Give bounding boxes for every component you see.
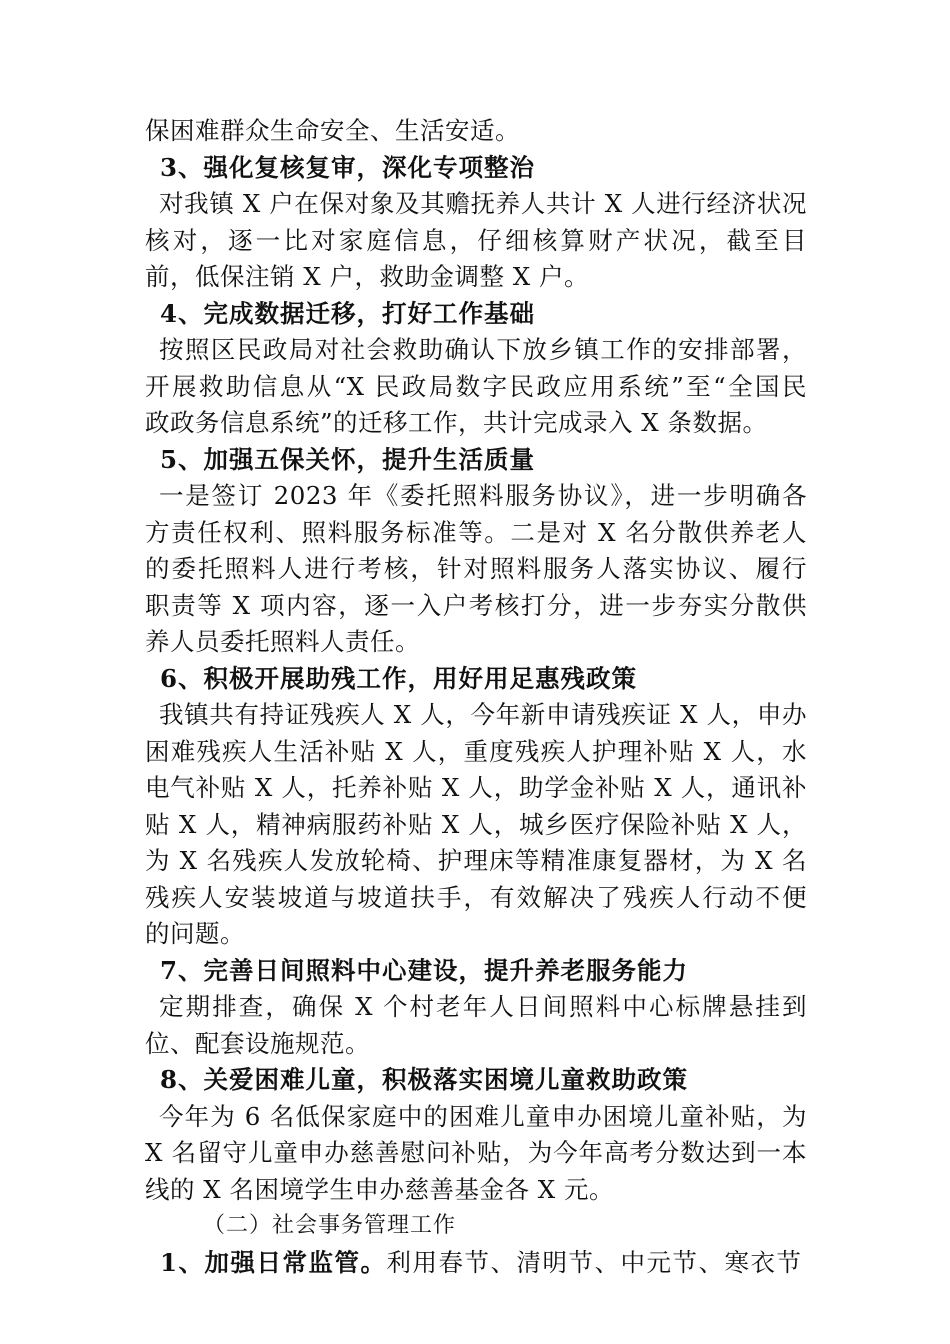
paragraph-line: 按照区民政局对社会救助确认下放乡镇工作的安排部署， xyxy=(159,335,807,364)
paragraph-line: 贴 X 人，精神病服药补贴 X 人，城乡医疗保险补贴 X 人， xyxy=(145,809,807,839)
section-heading-7: 7、完善日间照料中心建设，提升养老服务能力 xyxy=(160,955,689,985)
paragraph-line: 电气补贴 X 人，托养补贴 X 人，助学金补贴 X 人，通讯补 xyxy=(145,773,807,802)
paragraph-line: 前，低保注销 X 户，救助金调整 X 户。 xyxy=(145,262,590,291)
paragraph-line: 核对，逐一比对家庭信息，仔细核算财产状况，截至目 xyxy=(145,225,807,255)
paragraph-line: 困难残疾人生活补贴 X 人，重度残疾人护理补贴 X 人，水 xyxy=(145,736,807,766)
paragraph-line: 线的 X 名困境学生申办慈善基金各 X 元。 xyxy=(145,1174,615,1204)
section-heading-5: 5、加强五保关怀，提升生活质量 xyxy=(160,444,536,474)
paragraph-line: 方责任权利、照料服务标准等。二是对 X 名分散供养老人 xyxy=(145,517,807,547)
paragraph-line: 今年为 6 名低保家庭中的困难儿童申办困境儿童补贴，为 xyxy=(159,1101,807,1131)
paragraph-line: 开展救助信息从“X 民政局数字民政应用系统”至“全国民 xyxy=(145,371,807,401)
document-page xyxy=(145,113,807,1281)
item-lead-rest: 利用春节、清明节、中元节、寒衣节 xyxy=(386,1247,803,1277)
paragraph-line: 残疾人安装坡道与坡道扶手，有效解决了残疾人行动不便 xyxy=(145,882,807,912)
paragraph-line: 保困难群众生命安全、生活安适。 xyxy=(145,116,520,145)
paragraph-line: X 名留守儿童申办慈善慰问补贴，为今年高考分数达到一本 xyxy=(145,1138,807,1167)
paragraph-line: 我镇共有持证残疾人 X 人，今年新申请残疾证 X 人，申办 xyxy=(159,700,807,729)
section-heading-4: 4、完成数据迁移，打好工作基础 xyxy=(160,298,536,328)
paragraph-line: 职责等 X 项内容，逐一入户考核打分，进一步夯实分散供 xyxy=(145,590,807,620)
paragraph-line: 养人员委托照料人责任。 xyxy=(145,627,420,656)
paragraph-line: 对我镇 X 户在保对象及其赡抚养人共计 X 人进行经济状况 xyxy=(159,189,807,218)
paragraph-line: 的问题。 xyxy=(145,919,245,948)
paragraph-line: 的委托照料人进行考核，针对照料服务人落实协议、履行 xyxy=(145,554,807,583)
subsection-title: （二）社会事务管理工作 xyxy=(203,1213,457,1238)
paragraph-line: 定期排查，确保 X 个村老年人日间照料中心标牌悬挂到 xyxy=(159,992,807,1021)
section-heading-8: 8、关爱困难儿童，积极落实困境儿童救助政策 xyxy=(160,1065,689,1094)
section-heading-6: 6、积极开展助残工作，用好用足惠残政策 xyxy=(160,663,638,693)
numbered-item-line xyxy=(145,1245,807,1282)
paragraph-line: 位、配套设施规范。 xyxy=(145,1028,370,1058)
section-heading-3: 3、强化复核复审，深化专项整治 xyxy=(160,152,536,182)
paragraph-line: 政政务信息系统”的迁移工作，共计完成录入 X 条数据。 xyxy=(145,408,768,437)
item-lead-bold: 1、加强日常监管。 xyxy=(160,1247,387,1277)
paragraph-line: 一是签订 2023 年《委托照料服务协议》，进一步明确各 xyxy=(159,481,807,510)
paragraph-line: 为 X 名残疾人发放轮椅、护理床等精准康复器材，为 X 名 xyxy=(145,846,807,875)
